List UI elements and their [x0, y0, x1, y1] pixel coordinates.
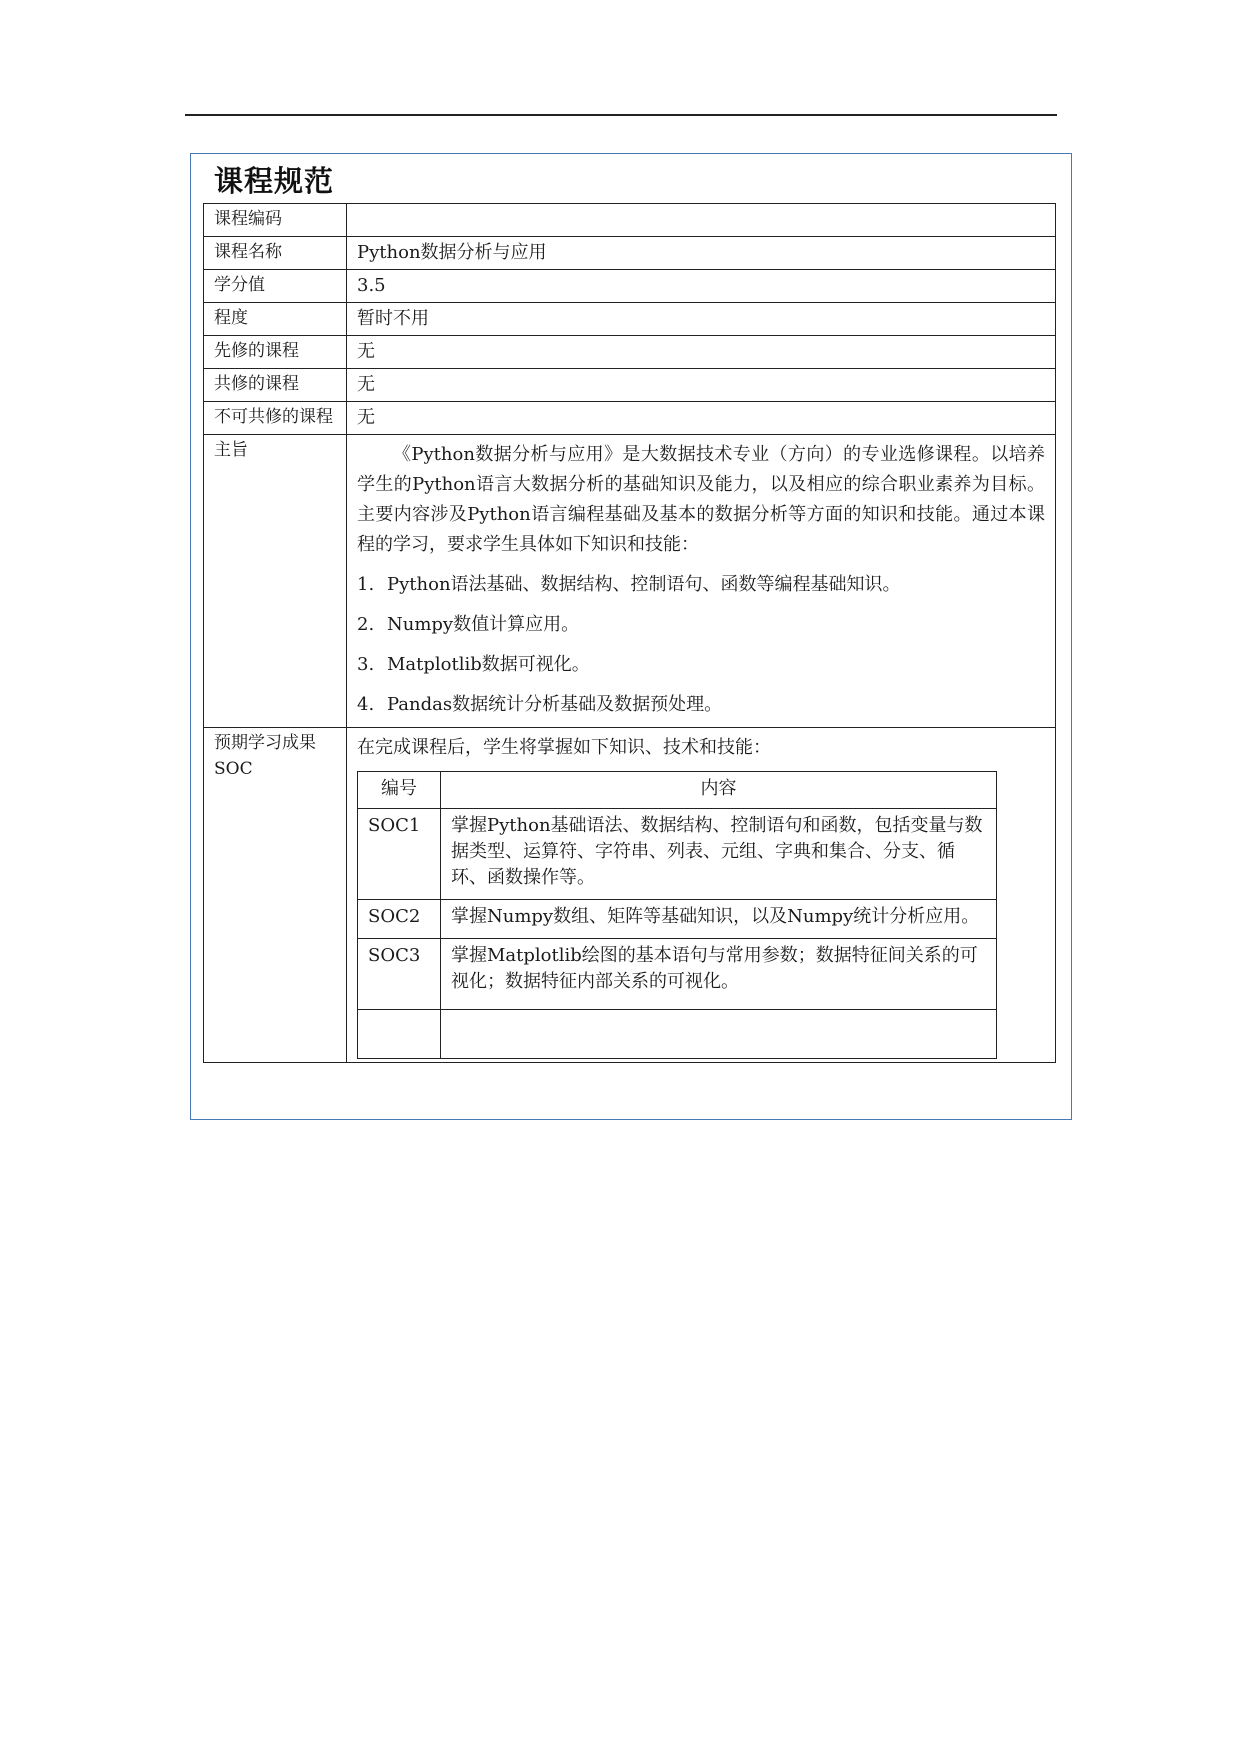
table-row-truncated — [358, 1010, 997, 1059]
list-item-number: 1. — [357, 574, 375, 595]
row-value: 无 — [347, 402, 1056, 435]
list-item — [357, 610, 1045, 640]
row-value: Python数据分析与应用 — [347, 237, 1056, 270]
row-value: 3.5 — [347, 270, 1056, 303]
soc-header-content: 内容 — [441, 772, 997, 809]
soc-table — [357, 771, 997, 1059]
list-item-number: 2. — [357, 614, 375, 635]
row-label: 共修的课程 — [204, 369, 347, 402]
row-label: 先修的课程 — [204, 336, 347, 369]
document-title: 课程规范 — [214, 164, 335, 198]
soc-id: SOC1 — [358, 809, 441, 900]
table-row-outcomes — [204, 728, 1056, 1063]
table-row-course-name — [204, 237, 1056, 270]
soc-id: SOC2 — [358, 900, 441, 939]
outcomes-content — [347, 728, 1056, 1063]
row-value — [347, 204, 1056, 237]
list-item — [357, 690, 1045, 720]
table-row-credits — [204, 270, 1056, 303]
row-label: 学分值 — [204, 270, 347, 303]
list-item — [357, 650, 1045, 680]
outcomes-intro: 在完成课程后，学生将掌握如下知识、技术和技能： — [357, 737, 771, 758]
soc-content: 掌握Numpy数组、矩阵等基础知识，以及Numpy统计分析应用。 — [441, 900, 997, 939]
list-item-text: Matplotlib数据可视化。 — [387, 654, 590, 675]
row-label: 不可共修的课程 — [204, 402, 347, 435]
table-row — [358, 809, 997, 900]
table-row-purpose — [204, 435, 1056, 728]
row-value: 暂时不用 — [347, 303, 1056, 336]
list-item-text: Pandas数据统计分析基础及数据预处理。 — [387, 694, 723, 715]
table-row-prerequisites — [204, 336, 1056, 369]
course-spec-frame — [190, 153, 1072, 1120]
table-row-corequisites — [204, 369, 1056, 402]
row-value: 无 — [347, 369, 1056, 402]
soc-header-row — [358, 772, 997, 809]
soc-id: SOC3 — [358, 939, 441, 1010]
row-label: 课程编码 — [204, 204, 347, 237]
page-header-rule — [185, 114, 1057, 116]
row-label: 预期学习成果SOC — [204, 728, 347, 1063]
soc-content — [441, 1010, 997, 1059]
soc-id — [358, 1010, 441, 1059]
list-item-text: Python语法基础、数据结构、控制语句、函数等编程基础知识。 — [387, 574, 901, 595]
row-label: 课程名称 — [204, 237, 347, 270]
table-row-course-code — [204, 204, 1056, 237]
row-label: 主旨 — [204, 435, 347, 728]
soc-content: 掌握Matplotlib绘图的基本语句与常用参数；数据特征间关系的可视化；数据特征内部关系的可视化。 — [441, 939, 997, 1010]
row-label: 程度 — [204, 303, 347, 336]
list-item-text: Numpy数值计算应用。 — [387, 614, 580, 635]
table-row-level — [204, 303, 1056, 336]
soc-header-id: 编号 — [358, 772, 441, 809]
soc-content: 掌握Python基础语法、数据结构、控制语句和函数，包括变量与数据类型、运算符、字符串、列表、元组、字典和集合、分支、循环、函数操作等。 — [441, 809, 997, 900]
list-item — [357, 570, 1045, 600]
list-item-number: 3. — [357, 654, 375, 675]
list-item-number: 4. — [357, 694, 375, 715]
table-row — [358, 900, 997, 939]
course-spec-table — [203, 203, 1056, 1063]
row-value: 无 — [347, 336, 1056, 369]
table-row-exclusions — [204, 402, 1056, 435]
purpose-content — [347, 435, 1056, 728]
purpose-paragraph: 《Python数据分析与应用》是大数据技术专业（方向）的专业选修课程。以培养学生的Python语言大数据分析的基础知识及能力，以及相应的综合职业素养为目标。主要内容涉及Python语言编程基础及基本的数据分析等方面的知识和技能。通过本课程的学习，要求学生具体如下知识和技能： — [357, 444, 1045, 555]
table-row — [358, 939, 997, 1010]
